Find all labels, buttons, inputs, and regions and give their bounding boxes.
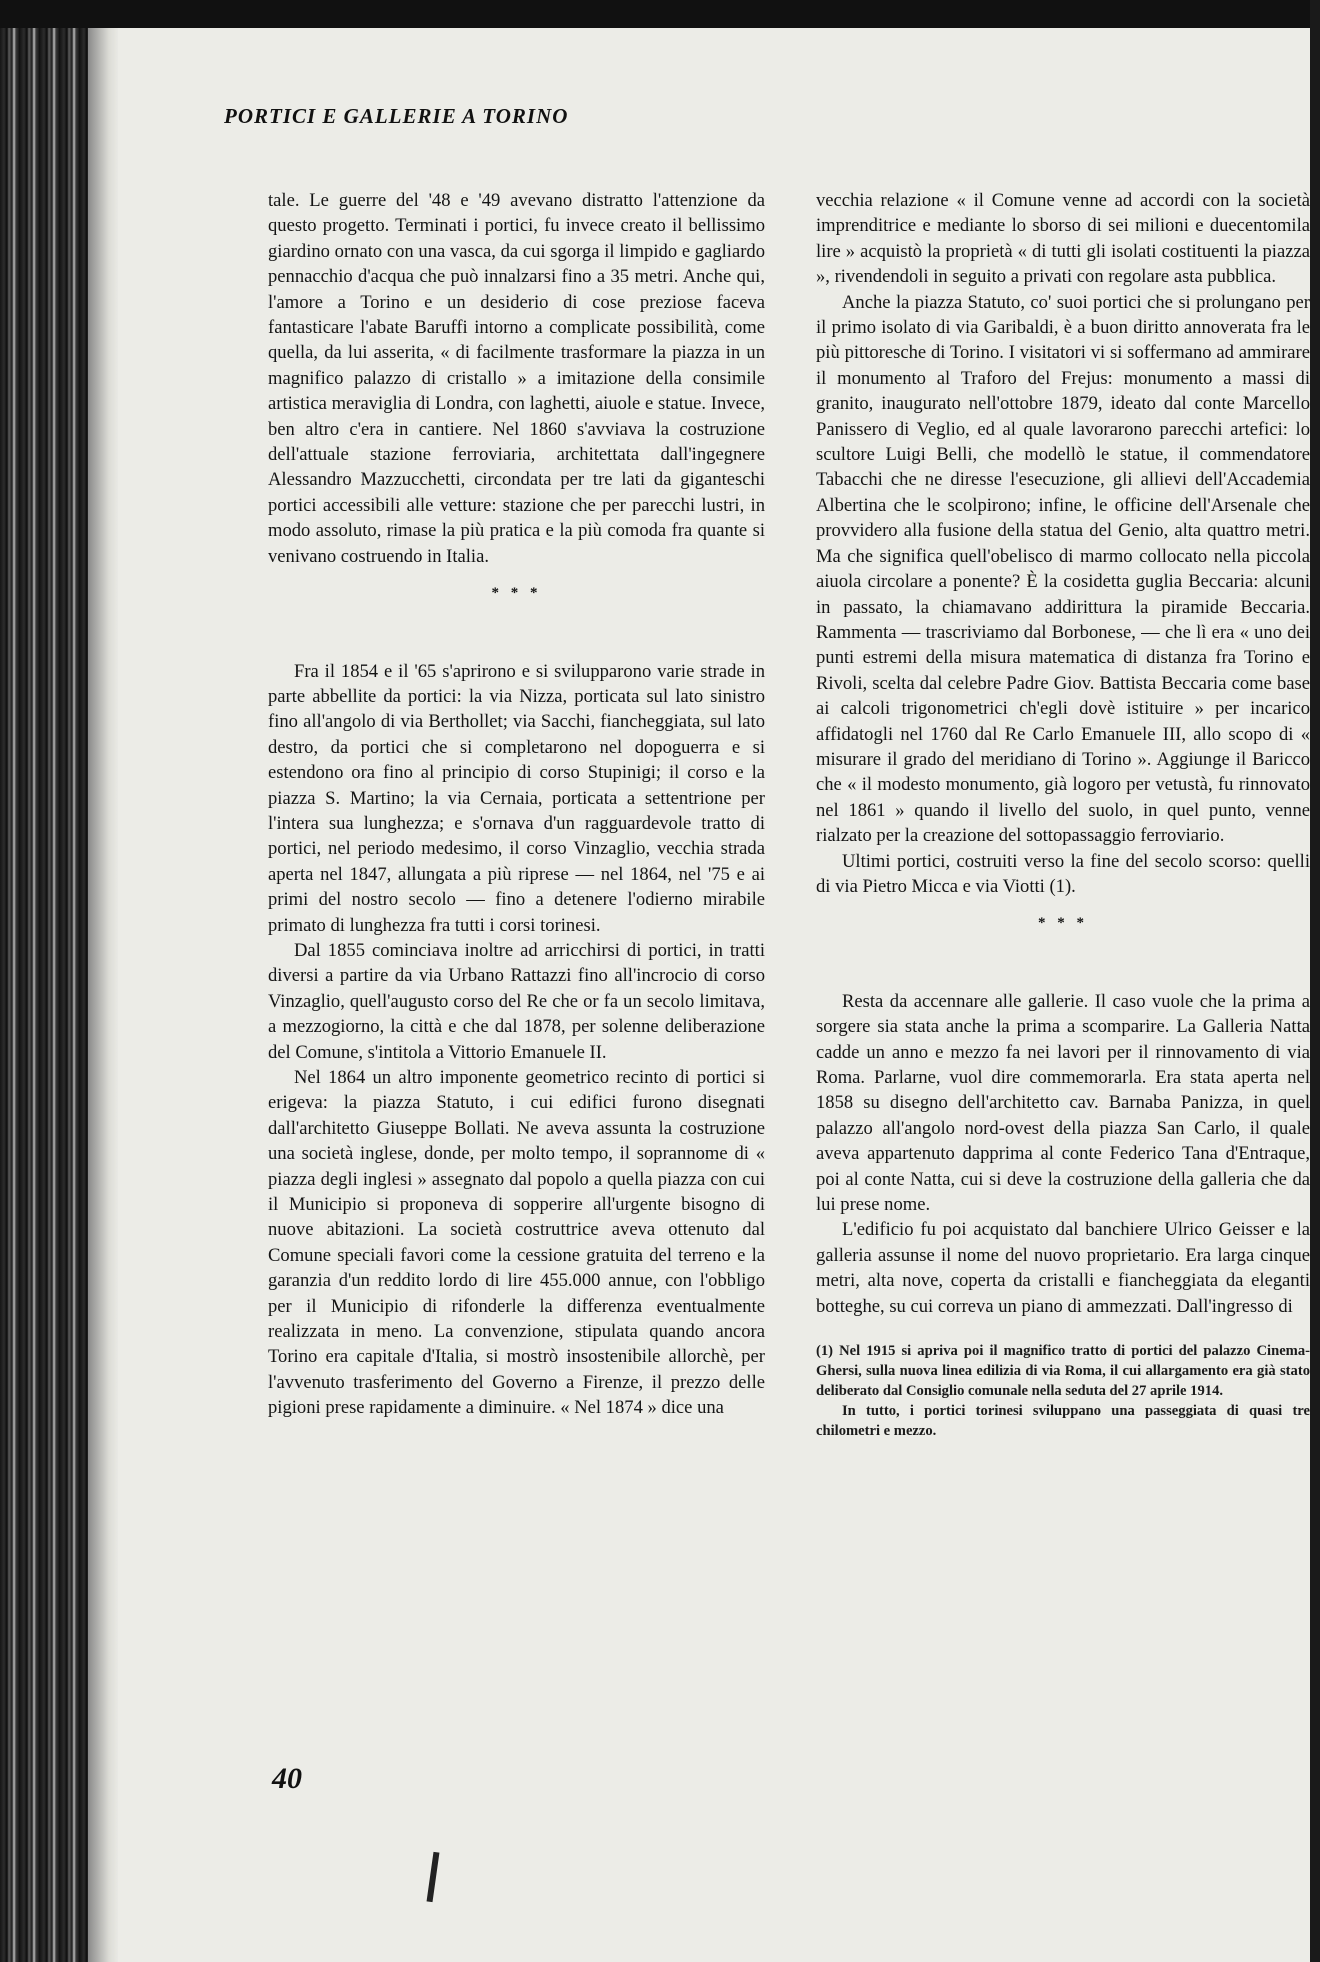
scan-top-border xyxy=(0,0,1320,28)
right-paragraph: Ultimi portici, costruiti verso la fine del secolo scorso: quelli di via Pietro Micca e via Viotti (1). xyxy=(816,850,1310,897)
section-gap xyxy=(268,625,765,659)
left-column xyxy=(268,188,765,1421)
running-head: PORTICI E GALLERIE A TORINO xyxy=(224,104,569,128)
page-number: 40 xyxy=(272,1762,302,1795)
right-column xyxy=(816,188,1310,1441)
section-gap xyxy=(816,955,1310,989)
right-paragraph: L'edificio fu poi acquistato dal banchiere Ulrico Geisser e la galleria assunse il nome del nuovo proprietario. Era larga cinque metri, alta nove, coperta da cristalli e fiancheggiata da eleganti botteghe, su cui correva un piano di ammezzati. Dall'ingresso di xyxy=(816,1219,1310,1317)
right-paragraph: Resta da accennare alle gallerie. Il caso vuole che la prima a sorgere sia stata anche la prima a scomparire. La Galleria Natta cadde un anno e mezzo fa nei lavori per il rinnovamento di via Roma. Parlarne, vuol dire commemorarla. Era stata aperta nel 1858 su disegno dell'architetto cav. Barnaba Panizza, in quel palazzo all'angolo nord-ovest della piazza San Carlo, il quale aveva appartenuto dapprima al conte Federico Tana d'Entraque, poi al conte Natta, cui si deve la costruzione della galleria che da lui prese nome. xyxy=(816,990,1310,1216)
spine-gradient xyxy=(88,28,118,1962)
scan-right-border xyxy=(1310,0,1320,1962)
right-paragraph: Anche la piazza Statuto, co' suoi portici che si prolungano per il primo isolato di via Garibaldi, è a buon diritto annoverata fra le più pittoresche di Torino. I visitatori vi si soffermano ad ammirare il monumento al Traforo del Frejus: monumento a massi di granito, inaugurato nell'ottobre 1879, ideato dal conte Marcello Panissero di Veglio, ed al quale lavorarono parecchi artefici: lo scultore Luigi Belli, che modellò le statue, il commendatore Tabacchi che ne diresse l'esecuzione, gli allievi dell'Accademia Albertina che le scolpirono; infine, le officine dell'Arsenale che provvidero alla fusione della statua del Genio, alta quattro metri. Ma che significa quell'obelisco di marmo collocato nella piccola aiuola circolare a ponente? È la cosidetta guglia Beccaria: alcuni in passato, la chiamavano addirittura la piramide Beccaria. Rammenta — trascriviamo dal Borbonese, — che lì era « uno dei punti estremi della misura matematica di distanza fra Torino e Rivoli, scelta dal celebre Padre Giov. Battista Beccaria come base ai calcoli trigonometrici ch'egli dovè istituire » per incarico affidatogli nel 1760 dal Re Carlo Emanuele III, allo scopo di « misurare il grado del meridiano di Torino ». Aggiunge il Baricco che « il modesto monumento, già logoro per vetustà, fu rinnovato nel 1861 » quando il livello del suolo, in quel punto, venne rialzato per la creazione del sottopassaggio ferroviario. xyxy=(816,291,1310,847)
section-asterism: * * * xyxy=(1038,915,1088,932)
left-paragraph: Dal 1855 cominciava inoltre ad arricchirsi di portici, in tratti diversi a partire da via Urbano Rattazzi fino all'incrocio di corso Vinzaglio, quell'augusto corso del Re che or fa un secolo limitava, a mezzogiorno, la città e che dal 1878, per solenne deliberazione del Comune, s'intitola a Vittorio Emanuele II. xyxy=(268,939,765,1063)
left-paragraph: Nel 1864 un altro imponente geometrico recinto di portici si erigeva: la piazza Statuto, i cui edifici furono disegnati dall'architetto Giuseppe Bollati. Ne aveva assunta la costruzione una società inglese, donde, per molto tempo, il soprannome di « piazza degli inglesi » assegnato dal popolo a quella piazza con cui il Municipio si proponeva di sopperire all'urgente bisogno di nuove abitazioni. La società costruttrice aveva ottenuto dal Comune speciali favori come la cessione gratuita del terreno e la garanzia d'un reddito lordo di lire 455.000 annue, con l'obbligo per il Municipio di rifonderle la differenza eventualmente realizzata in meno. La convenzione, stipulata quando ancora Torino era capitale d'Italia, si mostrò insostenibile allorchè, per l'avvenuto trasferimento del Governo a Firenze, il prezzo delle pigioni prese rapidamente a diminuire. « Nel 1874 » dice una xyxy=(268,1067,765,1419)
book-spine-shadow xyxy=(0,28,88,1962)
section-asterism: * * * xyxy=(491,585,542,602)
footnote-block xyxy=(816,1341,1310,1441)
footnote: In tutto, i portici torinesi sviluppano una passeggiata di quasi tre chilometri e mezzo. xyxy=(816,1403,1310,1440)
right-paragraph: vecchia relazione « il Comune venne ad accordi con la società imprenditrice e mediante lo sborso di sei milioni e duecentomila lire » acquistò la proprietà « di tutti gli isolati costituenti la piazza », rivendendoli in seguito a privati con regolare asta pubblica. xyxy=(816,190,1310,288)
left-paragraph: Fra il 1854 e il '65 s'aprirono e si svilupparono varie strade in parte abbellite da portici: la via Nizza, porticata sul lato sinistro fino all'angolo di via Berthollet; via Sacchi, fiancheggiata, sul lato destro, da portici che si completarono nel dopoguerra e si estendono ora fino al principio di corso Stupinigi; il corso e la piazza S. Martino; la via Cernaia, porticata a settentrione per l'intera sua lunghezza; e s'ornava d'un ragguardevole tratto di portici, nel periodo medesimo, il corso Vinzaglio, vecchia strada aperta nel 1847, allungata a più riprese — nel 1864, nel '75 e ai primi del nostro secolo — fino a detenere l'odierno mirabile primato di lunghezza fra tutti i corsi torinesi. xyxy=(268,660,765,936)
footnote: (1) Nel 1915 si apriva poi il magnifico tratto di portici del palazzo Cinema-Ghersi, sulla nuova linea edilizia di via Roma, il cui allargamento era già stato deliberato dal Consiglio comunale nella seduta del 27 aprile 1914. xyxy=(816,1343,1310,1400)
left-paragraph: tale. Le guerre del '48 e '49 avevano distratto l'attenzione da questo progetto. Terminati i portici, fu invece creato il bellissimo giardino ornato con una vasca, da cui sgorga il limpido e gagliardo pennacchio d'acqua che può innalzarsi fino a 35 metri. Anche qui, l'amore a Torino e un desiderio di cose preziose faceva fantasticare l'abate Baruffi intorno a complicate possibilità, come quella, da lui asserita, « di facilmente trasformare la piazza in un magnifico palazzo di cristallo » a imitazione della consimile artistica meraviglia di Londra, con laghetti, aiuole e statue. Invece, ben altro c'era in cantiere. Nel 1860 s'avviava la costruzione dell'attuale stazione ferroviaria, architettata dall'ingegnere Alessandro Mazzucchetti, circondata per tre lati da giganteschi portici accessibili alle vetture: stazione che per parecchi lustri, in modo assoluto, rimase la più pratica e la più comoda fra quante si venivano costruendo in Italia. xyxy=(268,190,765,567)
